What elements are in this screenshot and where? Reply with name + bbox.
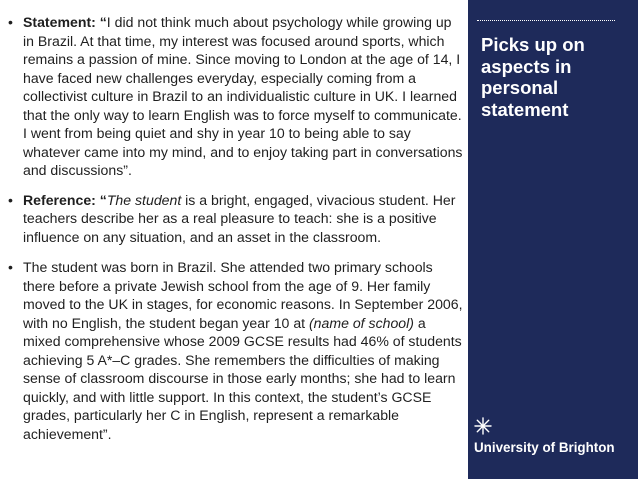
statement-label: Statement: (23, 14, 100, 30)
background-text-b: a mixed comprehensive whose 2009 GCSE results had 46% of students achieving 5 A*–C grades. She remembers the difficulties of making sense of classroom discourse in those early months; she had to learn quickly, and with little support. In this context, the student’s GCSE grades, particularly her C in English, represent a remarkable achievement”. (23, 314, 462, 442)
reference-bullet (8, 191, 465, 247)
background-bullet (8, 258, 465, 443)
statement-text: I did not think much about psychology while growing up in Brazil. At that time, my interest was focused around sports, which remains a passion of mine. Since moving to London at the age of 14, I have faced new challenges everyday, especially coming from a collectivist culture in Brazil to an individualistic culture in UK. I learned that the only way to learn English was to force myself to communicate. I went from being quiet and shy in year 10 to being able to say whatever came into my mind, and to enjoy taking part in conversations and discussions”. (23, 14, 463, 178)
university-logo-icon (474, 417, 492, 435)
dotted-divider (477, 20, 615, 21)
school-placeholder: (name of school) (308, 314, 414, 331)
sidebar-title: Picks up on aspects in personal statement (481, 34, 585, 120)
open-quote: “ (99, 14, 107, 30)
bullet-marker: • (8, 259, 13, 275)
bullet-marker: • (8, 14, 13, 30)
statement-bullet (8, 13, 465, 180)
background-text-a: The student was born in Brazil. She attended two primary schools there before a private Jewish school from the age of 9. Her family moved to the UK in stages, for economic reasons. In September 2006, with no English, the student began year 10 at (23, 259, 463, 331)
slide-content (8, 13, 465, 453)
bullet-marker: • (8, 191, 13, 208)
university-logo-text: University of Brighton (474, 440, 615, 455)
reference-label: Reference: (23, 191, 100, 208)
open-quote: “ (99, 191, 107, 208)
reference-text: is a bright, engaged, vivacious student. Her teachers describe her as a real pleasure to teach: she is a positive influence on any situation, and an asset in the classroom. (23, 191, 456, 245)
reference-emphasis: The student (106, 191, 182, 208)
